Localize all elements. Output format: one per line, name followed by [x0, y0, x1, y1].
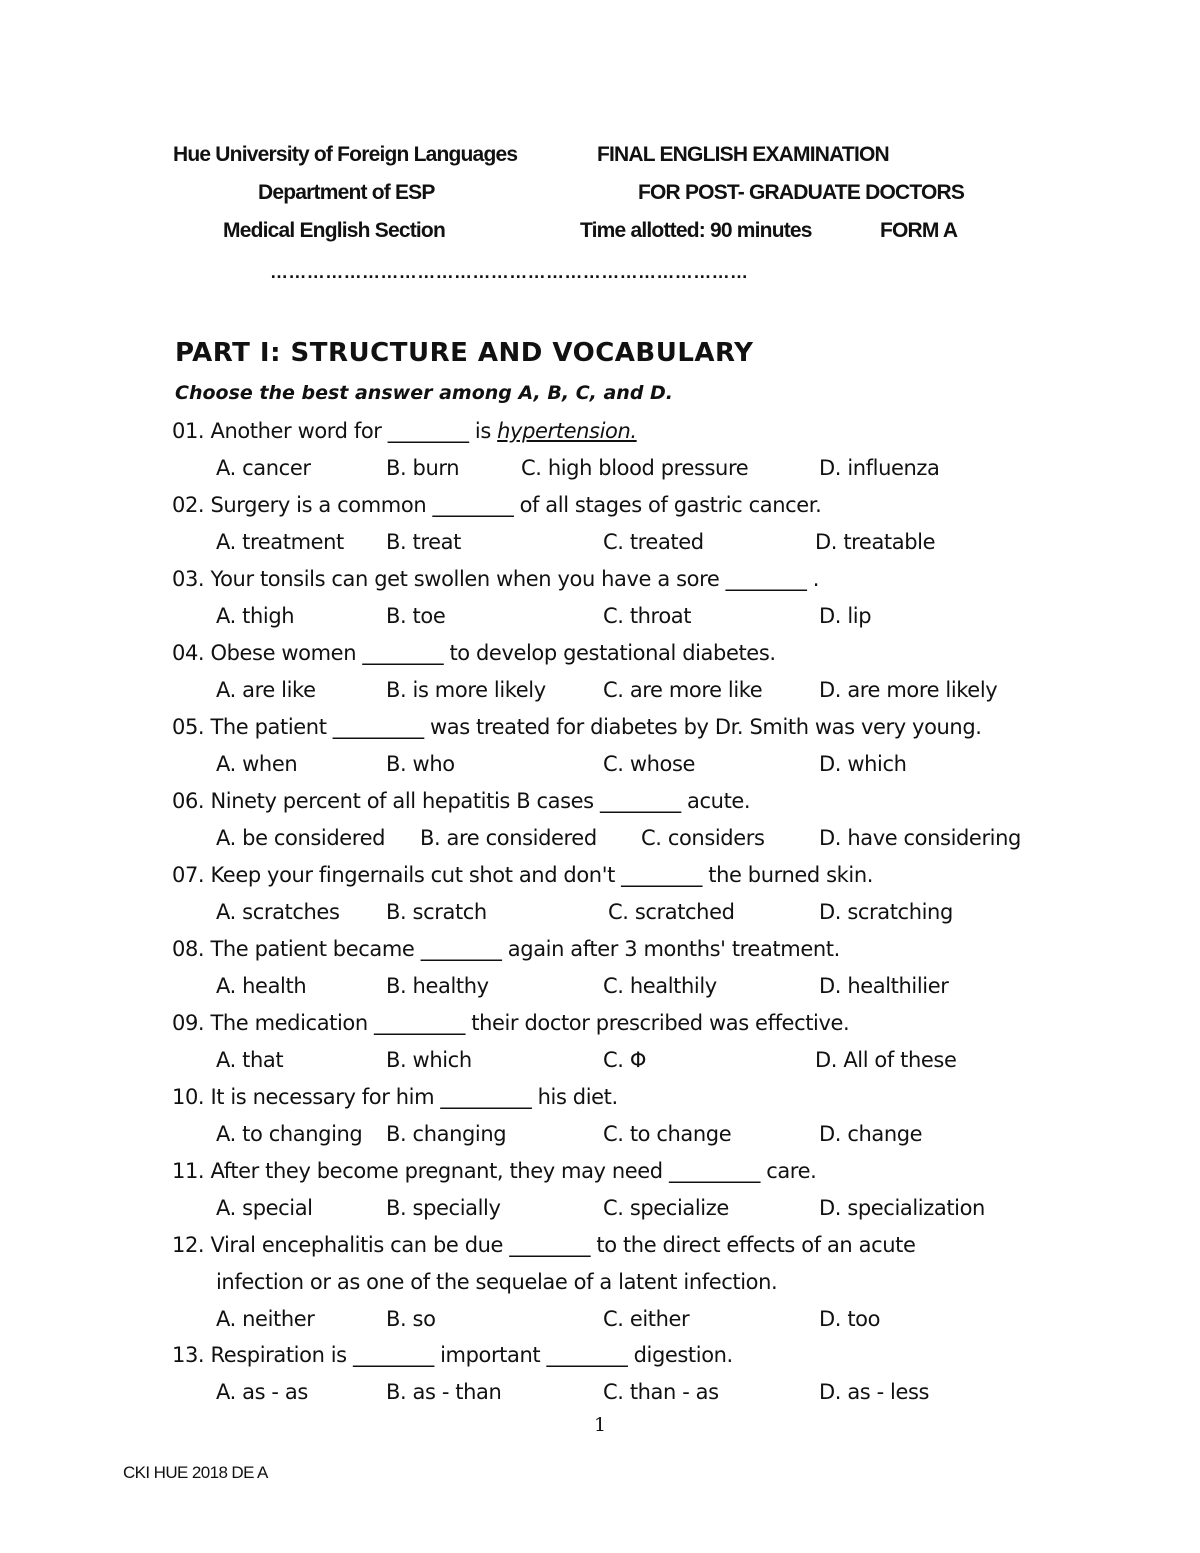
question-6-option-a: A. be considered: [216, 826, 386, 850]
question-4-option-d: D. are more likely: [819, 678, 998, 702]
question-8-option-d: D. healthilier: [819, 974, 949, 998]
question-text: 04. Obese women ________ to develop gestational diabetes.: [172, 641, 776, 665]
question-10-option-b: B. changing: [386, 1122, 507, 1146]
university-name: Hue University of Foreign Languages: [173, 143, 518, 166]
question-7-stem: [172, 863, 873, 887]
question-text: 06. Ninety percent of all hepatitis B cases ________ acute.: [172, 789, 751, 813]
question-text: 08. The patient became ________ again after 3 months' treatment.: [172, 937, 840, 961]
question-1-option-a: A. cancer: [216, 456, 311, 480]
question-11-option-c: C. specialize: [603, 1196, 729, 1220]
question-9-stem: [172, 1011, 849, 1035]
department-name: Department of ESP: [258, 181, 435, 204]
question-11-option-d: D. specialization: [819, 1196, 985, 1220]
page-footer: CKI HUE 2018 DE A: [123, 1463, 268, 1482]
question-10-option-d: D. change: [819, 1122, 923, 1146]
question-text: 03. Your tonsils can get swollen when you have a sore ________ .: [172, 567, 819, 591]
question-5-option-c: C. whose: [603, 752, 696, 776]
question-3-option-b: B. toe: [386, 604, 446, 628]
question-8-option-a: A. health: [216, 974, 307, 998]
key-term: hypertension.: [497, 419, 637, 443]
question-2-option-b: B. treat: [386, 530, 461, 554]
time-allotted: Time allotted: 90 minutes: [580, 219, 812, 242]
question-3-stem: [172, 567, 819, 591]
exam-title: FINAL ENGLISH EXAMINATION: [597, 143, 889, 166]
header-separator: ……………………………………………………………………: [270, 262, 749, 282]
question-13-stem: [172, 1343, 733, 1367]
question-3-option-d: D. lip: [819, 604, 872, 628]
question-2-option-c: C. treated: [603, 530, 704, 554]
question-8-option-b: B. healthy: [386, 974, 489, 998]
question-text: 05. The patient _________ was treated for diabetes by Dr. Smith was very young.: [172, 715, 982, 739]
question-10-stem: [172, 1085, 618, 1109]
page-number: 1: [594, 1414, 607, 1436]
question-4-option-b: B. is more likely: [386, 678, 546, 702]
part-instruction: Choose the best answer among A, B, C, and D.: [175, 382, 674, 404]
question-4-stem: [172, 641, 776, 665]
question-text: 12. Viral encephalitis can be due ________ to the direct effects of an acute: [172, 1233, 916, 1257]
question-7-option-b: B. scratch: [386, 900, 487, 924]
section-name: Medical English Section: [223, 219, 445, 242]
question-10-option-c: C. to change: [603, 1122, 732, 1146]
question-3-option-a: A. thigh: [216, 604, 295, 628]
question-6-option-b: B. are considered: [420, 826, 597, 850]
question-8-option-c: C. healthily: [603, 974, 717, 998]
question-1-option-c: C. high blood pressure: [521, 456, 749, 480]
question-7-option-d: D. scratching: [819, 900, 953, 924]
question-13-option-a: A. as - as: [216, 1380, 308, 1404]
question-2-option-a: A. treatment: [216, 530, 344, 554]
question-text: infection or as one of the sequelae of a latent infection.: [216, 1270, 778, 1294]
question-12-option-a: A. neither: [216, 1307, 315, 1331]
question-13-option-b: B. as - than: [386, 1380, 502, 1404]
question-7-option-c: C. scratched: [608, 900, 735, 924]
question-text: 02. Surgery is a common ________ of all stages of gastric cancer.: [172, 493, 822, 517]
question-1-stem: [172, 419, 637, 443]
question-text: 07. Keep your fingernails cut shot and don't ________ the burned skin.: [172, 863, 874, 887]
question-12-option-b: B. so: [386, 1307, 436, 1331]
question-8-stem: [172, 937, 840, 961]
question-9-option-c: C. Φ: [603, 1048, 646, 1072]
question-1-option-b: B. burn: [386, 456, 460, 480]
question-text: 11. After they become pregnant, they may need _________ care.: [172, 1159, 817, 1183]
question-2-stem: [172, 493, 821, 517]
question-9-option-d: D. All of these: [815, 1048, 957, 1072]
question-11-stem: [172, 1159, 816, 1183]
question-12-option-c: C. either: [603, 1307, 690, 1331]
question-5-option-b: B. who: [386, 752, 455, 776]
question-9-option-a: A. that: [216, 1048, 284, 1072]
question-5-option-d: D. which: [819, 752, 907, 776]
question-2-option-d: D. treatable: [815, 530, 936, 554]
part-title: PART I: STRUCTURE AND VOCABULARY: [175, 338, 754, 368]
question-7-option-a: A. scratches: [216, 900, 340, 924]
question-6-option-d: D. have considering: [819, 826, 1021, 850]
question-5-stem: [172, 715, 982, 739]
question-9-option-b: B. which: [386, 1048, 472, 1072]
question-6-stem: [172, 789, 750, 813]
question-13-option-d: D. as - less: [819, 1380, 930, 1404]
question-6-option-c: C. considers: [641, 826, 765, 850]
question-4-option-c: C. are more like: [603, 678, 763, 702]
question-text: 13. Respiration is ________ important ________ digestion.: [172, 1343, 733, 1367]
question-10-option-a: A. to changing: [216, 1122, 363, 1146]
question-5-option-a: A. when: [216, 752, 298, 776]
question-12-stem: [172, 1233, 916, 1257]
question-12-stem-line-2: [216, 1270, 777, 1294]
question-text: 10. It is necessary for him _________ his diet.: [172, 1085, 618, 1109]
question-text: 01. Another word for ________ is: [172, 419, 498, 443]
question-11-option-b: B. specially: [386, 1196, 501, 1220]
question-11-option-a: A. special: [216, 1196, 313, 1220]
exam-form: FORM A: [880, 219, 958, 242]
question-3-option-c: C. throat: [603, 604, 692, 628]
question-text: 09. The medication _________ their doctor prescribed was effective.: [172, 1011, 850, 1035]
question-13-option-c: C. than - as: [603, 1380, 719, 1404]
question-1-option-d: D. influenza: [819, 456, 940, 480]
question-4-option-a: A. are like: [216, 678, 316, 702]
question-12-option-d: D. too: [819, 1307, 881, 1331]
exam-audience: FOR POST- GRADUATE DOCTORS: [638, 181, 965, 204]
